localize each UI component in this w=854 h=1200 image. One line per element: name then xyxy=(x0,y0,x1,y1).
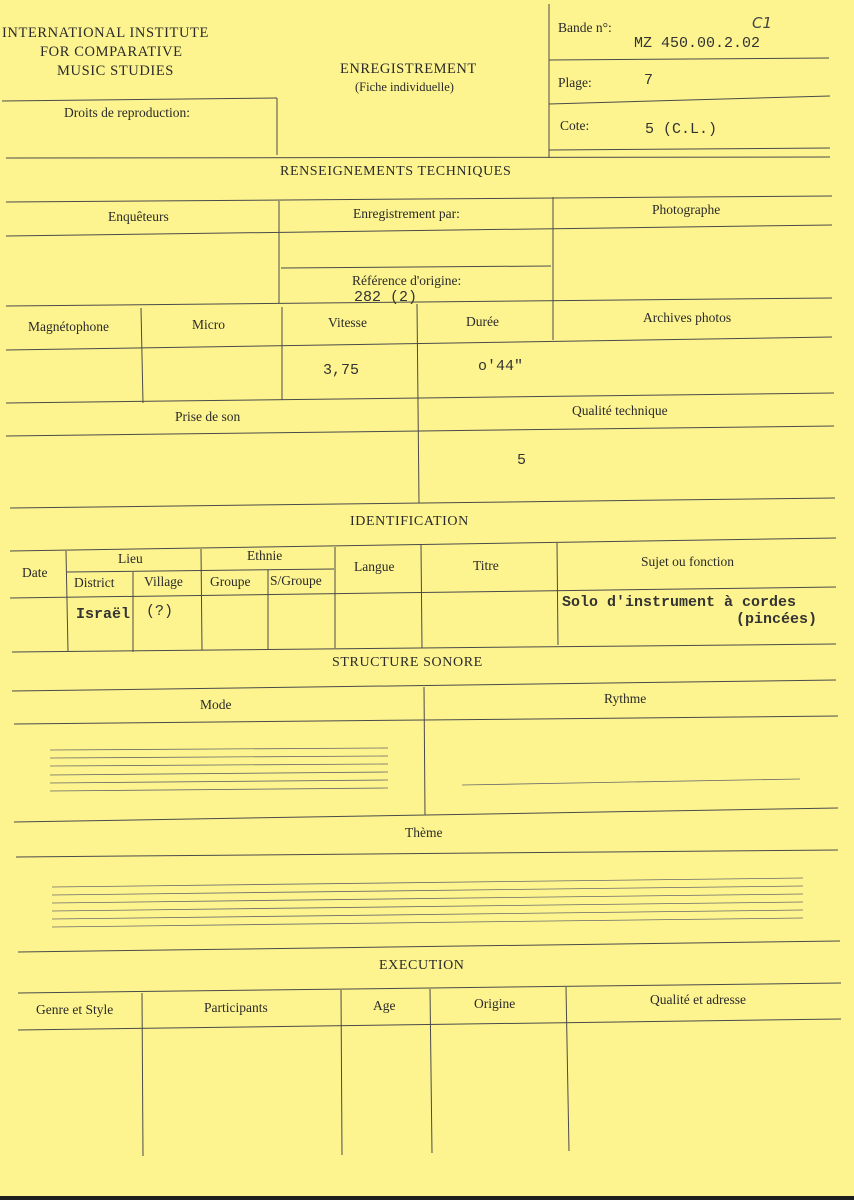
section-technical-title: RENSEIGNEMENTS TECHNIQUES xyxy=(280,164,512,179)
technical-quality-value: 5 xyxy=(517,452,527,469)
group-label: Groupe xyxy=(210,574,251,589)
section-execution-title: EXECUTION xyxy=(379,958,465,973)
participants-label: Participants xyxy=(204,1000,268,1015)
theme-label: Thème xyxy=(405,825,443,840)
microphone-label: Micro xyxy=(192,317,225,332)
speed-label: Vitesse xyxy=(328,315,367,330)
duration-label: Durée xyxy=(466,314,499,329)
subject-function-label: Sujet ou fonction xyxy=(641,554,734,569)
institute-name-line2: FOR COMPARATIVE xyxy=(40,44,183,60)
quality-address-label: Qualité et adresse xyxy=(650,992,746,1007)
subject-value-line2: (pincées) xyxy=(736,611,818,628)
form-title: ENREGISTREMENT xyxy=(340,61,477,77)
rhythm-label: Rythme xyxy=(604,691,647,706)
place-label: Lieu xyxy=(118,551,143,566)
original-reference-value: 282 (2) xyxy=(354,289,418,306)
district-value: Israël xyxy=(76,606,131,623)
shelfmark-value: 5 (C.L.) xyxy=(645,121,718,138)
speed-value: 3,75 xyxy=(323,362,360,379)
section-sound-structure-title: STRUCTURE SONORE xyxy=(332,655,483,670)
track-value: 7 xyxy=(644,72,654,89)
village-value: (?) xyxy=(146,603,174,620)
technical-quality-label: Qualité technique xyxy=(572,403,668,418)
genre-style-label: Genre et Style xyxy=(36,1002,114,1017)
language-label: Langue xyxy=(354,559,395,574)
tape-number-value: MZ 450.00.2.02 xyxy=(634,35,761,52)
reproduction-rights-label: Droits de reproduction: xyxy=(64,105,190,120)
handwritten-annotation: C1 xyxy=(752,14,773,32)
age-label: Age xyxy=(373,998,396,1013)
title-label: Titre xyxy=(473,558,499,573)
institute-name-line3: MUSIC STUDIES xyxy=(57,63,174,79)
shelfmark-label: Cote: xyxy=(560,118,590,133)
photo-archives-label: Archives photos xyxy=(643,310,732,325)
subgroup-label: S/Groupe xyxy=(270,573,322,588)
original-reference-label: Référence d'origine: xyxy=(352,273,462,288)
ethnic-group-label: Ethnie xyxy=(247,548,283,563)
photographer-label: Photographe xyxy=(652,202,721,217)
subject-value-line1: Solo d'instrument à cordes xyxy=(562,594,797,611)
tape-recorder-label: Magnétophone xyxy=(28,319,109,334)
duration-value: o'44" xyxy=(478,358,524,375)
district-label: District xyxy=(74,575,115,590)
tape-number-label: Bande n°: xyxy=(558,20,612,35)
sound-recording-label: Prise de son xyxy=(175,409,241,424)
track-label: Plage: xyxy=(558,75,592,90)
section-identification-title: IDENTIFICATION xyxy=(350,514,469,529)
form-subtitle: (Fiche individuelle) xyxy=(355,80,454,94)
recorded-by-label: Enregistrement par: xyxy=(353,206,460,221)
mode-label: Mode xyxy=(200,697,232,712)
institute-name-line1: INTERNATIONAL INSTITUTE xyxy=(2,25,209,41)
origin-label: Origine xyxy=(474,996,516,1011)
date-label: Date xyxy=(22,565,48,580)
investigators-label: Enquêteurs xyxy=(108,209,169,224)
village-label: Village xyxy=(144,574,183,589)
